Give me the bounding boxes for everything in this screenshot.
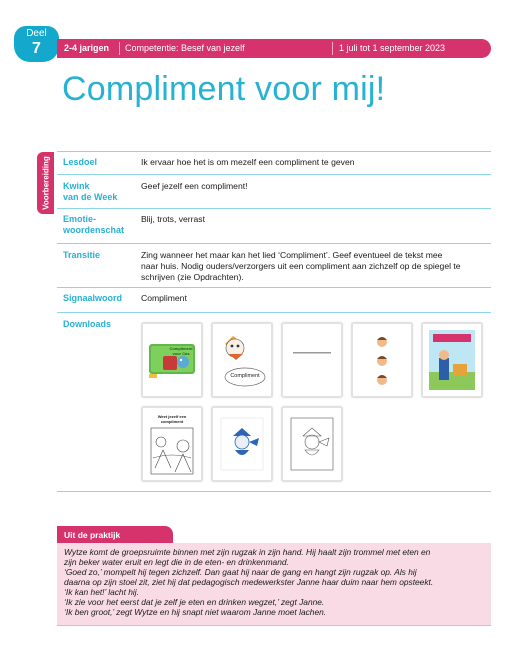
praktijk-line: ‘Ik zie voor het eerst dat je zelf je eten en drinken wegzet,’ zegt Janne. — [64, 597, 325, 607]
praktijk-tab — [57, 526, 173, 543]
divider — [119, 42, 120, 55]
row-label-kwink — [63, 181, 117, 203]
praktijk-line: ‘Goed zo,’ mompelt hij tegen zichzelf. Dan gaat hij naar de gang en hangt zijn rugzak op. Als hij — [64, 567, 417, 577]
download-thumbnail[interactable] — [212, 323, 272, 397]
download-thumbnail[interactable] — [212, 407, 272, 481]
divider — [57, 287, 491, 288]
deel-badge — [14, 26, 59, 62]
download-thumbnail[interactable] — [422, 323, 482, 397]
praktijk-line: ‘Ik kan het!’ lacht hij. — [64, 587, 139, 597]
book-cover-thumbnail-icon — [423, 324, 481, 396]
row-value-signaalwoord: Compliment — [141, 293, 187, 303]
download-thumbnail[interactable] — [142, 323, 202, 397]
praktijk-tab-label: Uit de praktijk — [64, 530, 121, 540]
divider — [332, 42, 333, 55]
row-label-downloads: Downloads — [63, 319, 112, 329]
divider — [57, 151, 491, 152]
row-label-kwink-1: Kwink — [63, 181, 90, 191]
praktijk-line: ‘Ik ben groot,’ zegt Wytze en hij snapt niet waarom Janne moet lachen. — [64, 607, 327, 617]
row-label-emotie — [63, 214, 124, 236]
divider — [57, 491, 491, 492]
download-thumbnail[interactable] — [352, 323, 412, 397]
praktijk-box — [57, 543, 491, 626]
period: 1 juli tot 1 september 2023 — [339, 43, 446, 53]
coloring-character-thumbnail-icon — [283, 408, 341, 480]
age-group: 2-4 jarigen — [64, 43, 110, 53]
download-thumbnail[interactable] — [282, 407, 342, 481]
praktijk-line: Wytze komt de groepsruimte binnen met zijn rugzak in zijn hand. Hij haalt zijn trommel met eten en — [64, 547, 431, 557]
header-bar — [57, 39, 491, 58]
compliment-card-thumbnail-icon — [143, 324, 201, 396]
row-label-signaalwoord: Signaalwoord — [63, 293, 123, 303]
praktijk-line: zijn beker water eruit en legt die in de eten- en drinkenmand. — [64, 557, 289, 567]
section-tab-label: Voorbereiding — [41, 156, 50, 210]
thumbnail-caption: Compliment voor Cas — [169, 346, 193, 356]
download-thumbnail[interactable] — [142, 407, 202, 481]
row-value-lesdoel: Ik ervaar hoe het is om mezelf een compliment te geven — [141, 157, 355, 167]
thumbnail-caption: Compliment — [230, 373, 260, 379]
divider — [57, 174, 491, 175]
row-label-lesdoel: Lesdoel — [63, 157, 98, 167]
faces-thumbnail-icon — [353, 324, 411, 396]
text-page-thumbnail-icon — [283, 324, 341, 396]
row-label-kwink-2: van de Week — [63, 192, 118, 202]
transitie-line-1: Zing wanneer het maar kan het lied ‘Compliment’. Geef eventueel de tekst mee — [141, 250, 443, 260]
divider — [57, 243, 491, 244]
cartoon-compliment-thumbnail-icon — [213, 324, 271, 396]
transitie-line-3: schrijven (zie Opdrachten). — [141, 272, 244, 282]
competence: Competentie: Besef van jezelf — [125, 43, 245, 53]
deel-label: Deel — [26, 28, 47, 39]
row-value-kwink: Geef jezelf een compliment! — [141, 181, 248, 191]
cartoon-character-thumbnail-icon — [213, 408, 271, 480]
row-label-transitie: Transitie — [63, 250, 101, 260]
praktijk-line: daarna op zijn stoel zit, ziet hij dat pedagogisch medewerkster Janne haar duim naar hem opsteekt. — [64, 577, 434, 587]
divider — [57, 208, 491, 209]
download-thumbnail[interactable] — [282, 323, 342, 397]
transitie-line-2: naar huis. Nodig ouders/verzorgers uit een compliment aan zichzelf op de spiegel te — [141, 261, 461, 271]
row-value-transitie — [141, 250, 489, 283]
page-title: Compliment voor mij! — [62, 70, 386, 108]
deel-number: 7 — [32, 40, 41, 57]
thumbnail-caption: Weet jezelf een compliment — [157, 414, 187, 424]
row-label-emotie-2: woordenschat — [63, 225, 125, 235]
divider — [57, 312, 491, 313]
section-tab — [37, 152, 54, 214]
row-value-emotie: Blij, trots, verrast — [141, 214, 205, 224]
row-label-emotie-1: Emotie- — [63, 214, 97, 224]
